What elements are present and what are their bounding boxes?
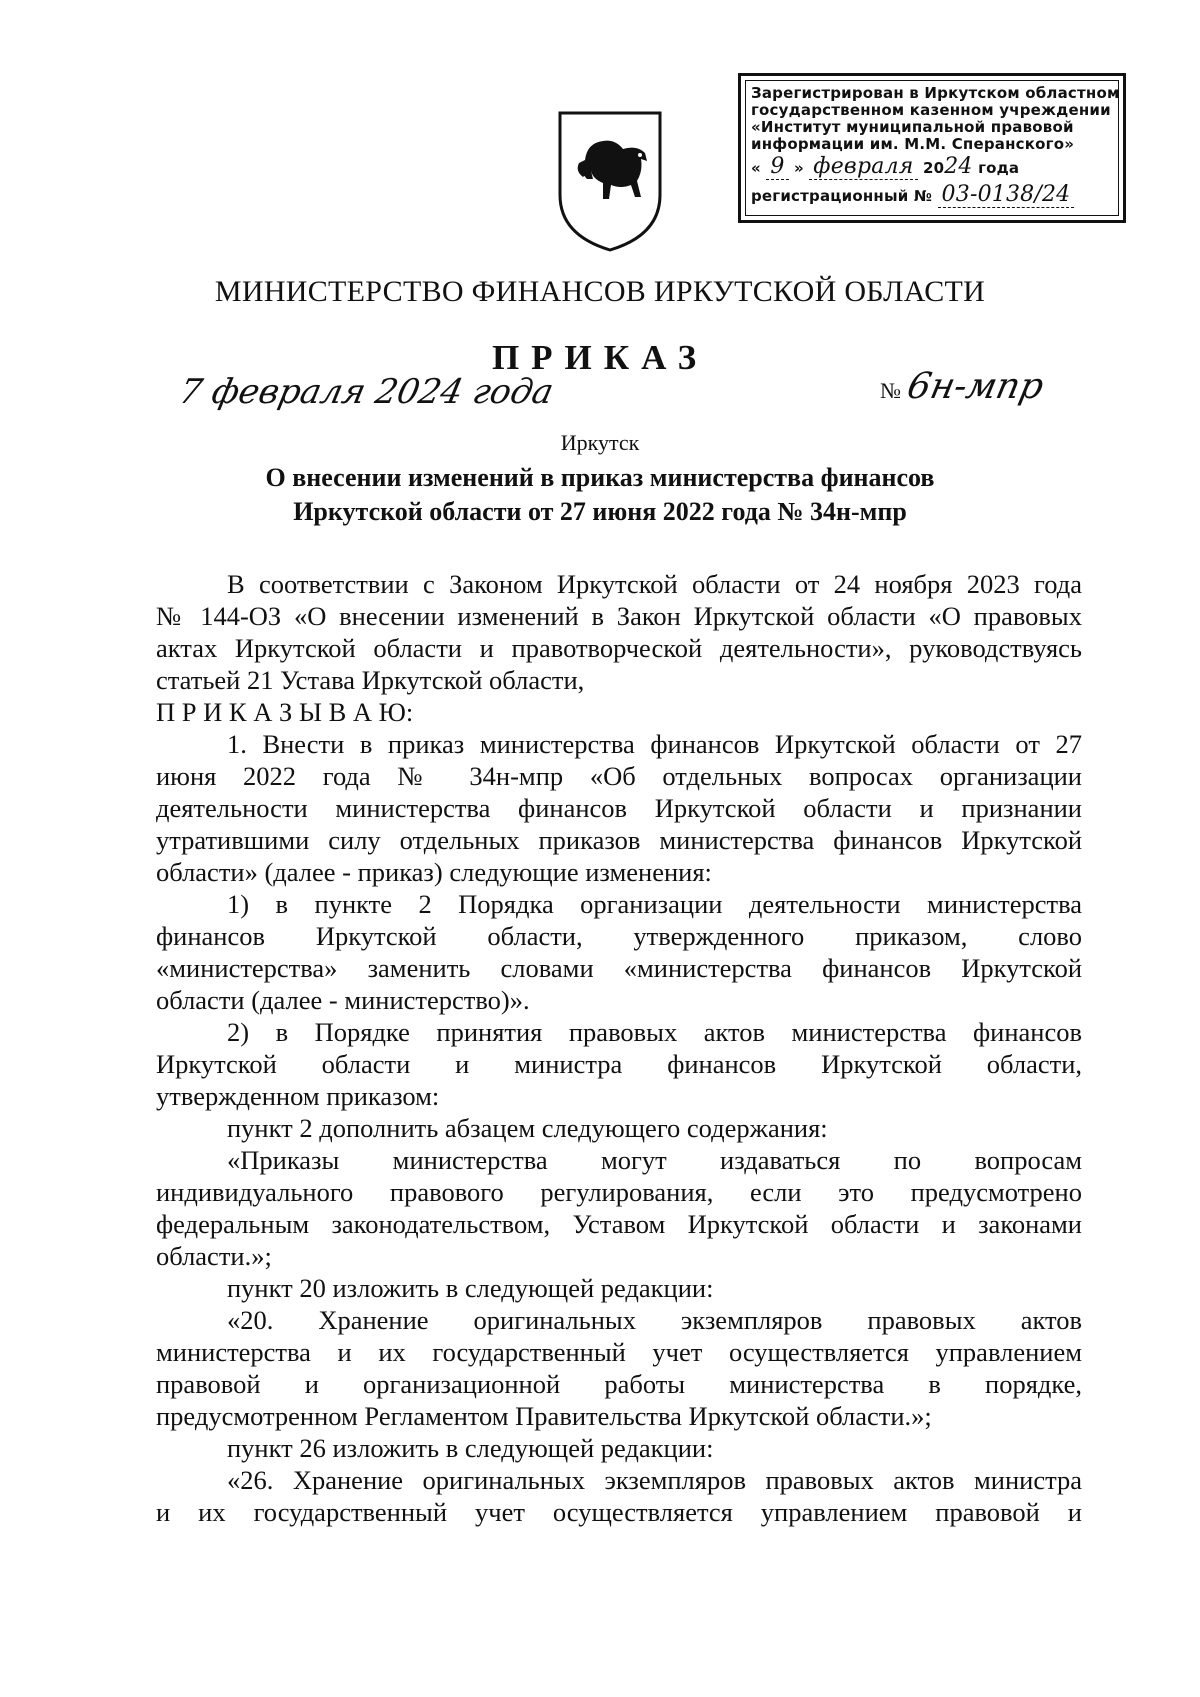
- body-line: июня 2022 года № 34н-мпр «Об отдельных вопросах организации: [156, 761, 1082, 791]
- ministry-name: МИНИСТЕРСТВО ФИНАНСОВ ИРКУТСКОЙ ОБЛАСТИ: [214, 275, 986, 308]
- body-line: 1. Внести в приказ министерства финансов Иркутской области от 27: [227, 729, 1082, 759]
- body-line: актах Иркутской области и правотворческой деятельности», руководствуясь: [156, 633, 1082, 663]
- stamp-year-prefix: 20: [922, 159, 945, 177]
- order-number-label: №: [880, 378, 901, 403]
- body-line: В соответствии с Законом Иркутской области от 24 ноября 2023 года: [227, 569, 1082, 599]
- stamp-line: информации им. М.М. Сперанского»: [751, 135, 1075, 153]
- body-line: предусмотренном Регламентом Правительства Иркутской области.»;: [156, 1401, 932, 1431]
- stamp-quote-open: «: [751, 159, 761, 177]
- subject-line: О внесении изменений в приказ министерства финансов: [265, 463, 935, 492]
- body-line: министерства и их государственный учет осуществляется управлением: [156, 1337, 1082, 1367]
- handwritten-date: 7 февраля 2024 года: [175, 372, 558, 412]
- body-line: деятельности министерства финансов Иркутской области и признании: [156, 793, 1082, 823]
- stamp-day: 9: [766, 154, 788, 180]
- body-line: Иркутской области и министра финансов Иркутской области,: [156, 1049, 1082, 1079]
- body-line: 2) в Порядке принятия правовых актов министерства финансов: [227, 1017, 1082, 1047]
- body-line: и их государственный учет осуществляется управлением правовой и: [156, 1497, 1082, 1527]
- stamp-reg-number: 03-0138/24: [938, 182, 1075, 208]
- handwritten-order-number: 6н-мпр: [903, 366, 1048, 407]
- document-title: ПРИКАЗ: [491, 338, 709, 377]
- body-line: № 144-ОЗ «О внесении изменений в Закон Иркутской области «О правовых: [156, 601, 1082, 631]
- body-line: пункт 2 дополнить абзацем следующего содержания:: [227, 1113, 828, 1143]
- stamp-line: «Институт муниципальной правовой: [751, 118, 1074, 136]
- body-line: утратившими силу отдельных приказов министерства финансов Иркутской: [156, 825, 1082, 855]
- body-line: «министерства» заменить словами «министерства финансов Иркутской: [156, 953, 1082, 983]
- stamp-date-line: [751, 154, 1019, 179]
- stamp-reg-line: [751, 182, 1074, 207]
- stamp-reg-label: регистрационный №: [751, 187, 933, 205]
- body-line: области (далее - министерство)».: [156, 985, 530, 1015]
- body-line: области» (далее - приказ) следующие изменения:: [156, 857, 712, 887]
- body-line: «20. Хранение оригинальных экземпляров правовых актов: [227, 1305, 1082, 1335]
- stamp-line: Зарегистрирован в Иркутском областном: [751, 84, 1120, 102]
- subject-line: Иркутской области от 27 июня 2022 года № 34н-мпр: [293, 497, 907, 526]
- body-line: «Приказы министерства могут издаваться по вопросам: [227, 1145, 1082, 1175]
- coat-of-arms-icon: [545, 105, 675, 255]
- body-line: утвержденном приказом:: [156, 1081, 440, 1111]
- body-line: статьей 21 Устава Иркутской области,: [156, 665, 585, 695]
- stamp-quote-close: »: [793, 159, 804, 177]
- body-line: пункт 26 изложить в следующей редакции:: [227, 1433, 714, 1463]
- stamp-line: государственном казенном учреждении: [751, 101, 1111, 119]
- city-name: Иркутск: [560, 430, 640, 455]
- stamp-year-word: года: [978, 159, 1020, 177]
- body-line: 1) в пункте 2 Порядка организации деятельности министерства: [227, 889, 1082, 919]
- body-line: федеральным законодательством, Уставом Иркутской области и законами: [156, 1209, 1082, 1239]
- body-line: области.»;: [156, 1241, 272, 1271]
- body-line: финансов Иркутской области, утвержденного приказом, слово: [156, 921, 1082, 951]
- stamp-month: февраля: [809, 154, 917, 180]
- body-line: «26. Хранение оригинальных экземпляров правовых актов министра: [227, 1465, 1082, 1495]
- body-line: П Р И К А З Ы В А Ю:: [156, 697, 414, 727]
- body-line: индивидуального правового регулирования, если это предусмотрено: [156, 1177, 1082, 1207]
- body-line: правовой и организационной работы министерства в порядке,: [156, 1369, 1082, 1399]
- registration-stamp: [738, 73, 1126, 223]
- stamp-year-suffix: 24: [944, 154, 973, 179]
- body-line: пункт 20 изложить в следующей редакции:: [227, 1273, 714, 1303]
